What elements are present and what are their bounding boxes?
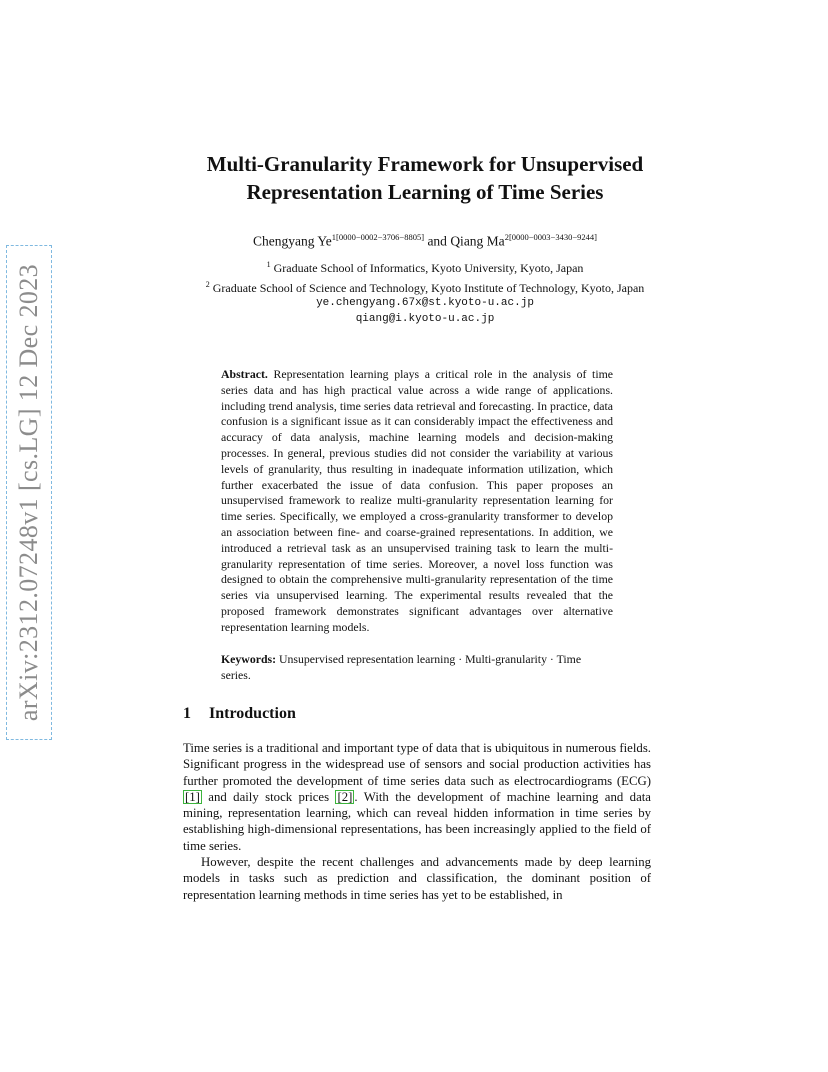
intro-p1-part-b: and daily stock prices [201, 789, 336, 804]
author-2-orcid: 2[0000−0003−3430−9244] [504, 232, 597, 242]
citation-2-link[interactable]: [2] [337, 789, 353, 804]
section-number: 1 [183, 705, 191, 722]
intro-p1-part-a: Time series is a traditional and important type of data that is ubiquitous in numerous fields. Significant progress in the widespread use of sensors and social production activities has further promoted the development of time series data such as electrocardiograms (ECG) [183, 741, 651, 788]
keywords-label: Keywords: [221, 652, 277, 666]
section-title: Introduction [209, 705, 296, 722]
arxiv-identifier[interactable]: arXiv:2312.07248v1 [cs.LG] 12 Dec 2023 [6, 245, 52, 740]
affiliation-2-marker: 2 [205, 279, 210, 289]
email-1[interactable]: ye.chengyang.67x@st.kyoto-u.ac.jp [316, 297, 534, 309]
intro-paragraph-2: However, despite the recent challenges and advancements made by deep learning models in tasks such as prediction and classification, the dominant position of representation learning methods in time series has yet to be established, in [183, 855, 651, 902]
author-2-name: Qiang Ma [450, 233, 505, 249]
abstract-label: Abstract. [221, 367, 268, 381]
author-1-name: Chengyang Ye [253, 233, 332, 249]
intro-p1-part-c: . With the development of machine learning and data mining, representation learning, which can reveal hidden information in time series by establishing high-dimensional representations, has been increasingly applied to the field of time series. [183, 789, 651, 853]
author-conjunction: and [427, 233, 447, 249]
intro-paragraph-1 [183, 740, 651, 854]
affiliations [180, 257, 670, 327]
title-line-1: Multi-Granularity Framework for Unsupervised [206, 152, 644, 176]
section-heading [183, 705, 653, 723]
abstract-text: Representation learning plays a critical role in the analysis of time series data and has high practical value across a wide range of applications. including trend analysis, time series data retrieval and forecasting. In practice, data confusion is a significant issue as it can considerably impact the effectiveness and accuracy of data analysis, machine learning models and decision-making processes. In general, previous studies did not consider the variability at various levels of granularity, thus resulting in inadequate information utilization, which further exacerbated the issue of data confusion. This paper proposes an unsupervised framework to realize multi-granularity representation learning for time series. Specifically, we employed a cross-granularity transformer to develop an association between fine- and coarse-grained representations. In addition, we introduced a retrieval task as an unsupervised training task to learn the multi-granularity representation of time series. Moreover, a novel loss function was designed to obtain the comprehensive multi-granularity representation of the time series via unsupervised learning. The experimental results revealed that the proposed framework demonstrates significant advantages over alternative representation learning models. [221, 367, 614, 634]
citation-1-link[interactable]: [1] [185, 789, 200, 804]
title-line-2: Representation Learning of Time Series [246, 180, 604, 204]
author-1-orcid: 1[0000−0002−3706−8805] [331, 232, 425, 242]
affiliation-1-text: Graduate School of Informatics, Kyoto University, Kyoto, Japan [273, 261, 584, 275]
introduction-body [183, 740, 651, 903]
abstract [221, 367, 613, 636]
affiliation-1-marker: 1 [266, 260, 271, 269]
affiliation-2-text: Graduate School of Science and Technology, Kyoto Institute of Technology, Kyoto, Japan [212, 280, 645, 295]
keywords [221, 652, 613, 684]
keywords-text: Unsupervised representation learning · Multi-granularity · Time series. [221, 652, 582, 682]
arxiv-sidebar [6, 245, 52, 740]
affiliation-2 [180, 277, 670, 297]
author-line [150, 227, 700, 252]
paper-title [150, 150, 700, 206]
email-2[interactable]: qiang@i.kyoto-u.ac.jp [355, 312, 495, 325]
affiliation-1 [180, 257, 670, 277]
